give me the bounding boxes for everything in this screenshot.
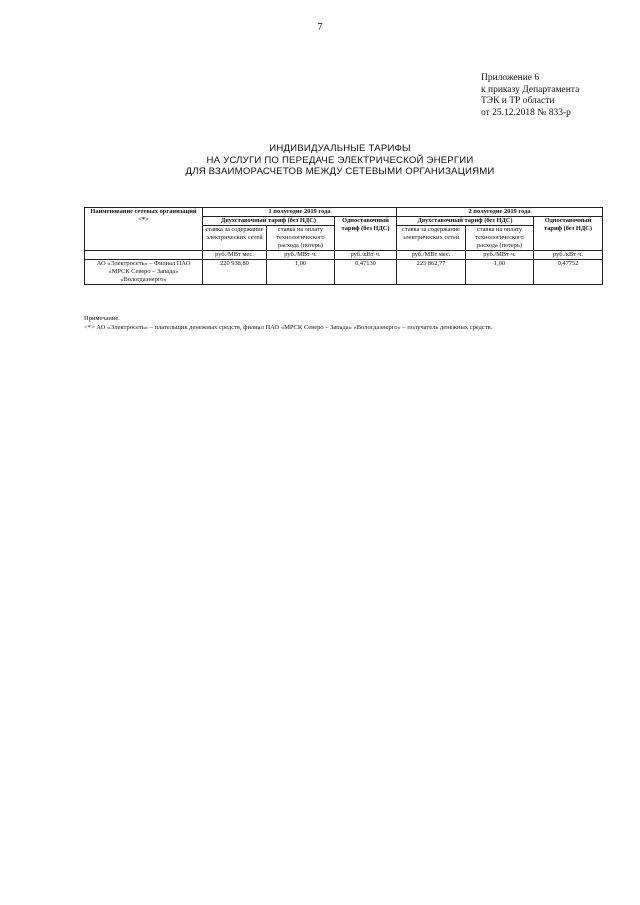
- maintenance-rate-header: ставка за содержание электрических сетей: [203, 226, 267, 251]
- note-label: Примечание.: [84, 315, 120, 322]
- unit-cell: руб./МВт·ч.: [466, 251, 534, 260]
- value-cell: 223 862,77: [397, 260, 466, 285]
- organization-name-cell: АО «Электросеть» – Филиал ПАО «МРСК Северо – Запада» «Вологдаэнерго»: [85, 260, 203, 285]
- value-cell: 0,47752: [534, 260, 603, 285]
- unit-cell: руб./кВт·ч.: [534, 251, 603, 260]
- two-part-tariff-header: Двухставочный тариф (без НДС): [203, 217, 335, 226]
- title-line: ИНДИВИДУАЛЬНЫЕ ТАРИФЫ: [269, 143, 411, 154]
- empty-cell: [85, 251, 203, 260]
- tariffs-table: [84, 207, 603, 285]
- unit-cell: руб./МВт·ч.: [267, 251, 335, 260]
- loss-rate-header: ставка на оплату технологического расхода (потерь): [466, 226, 534, 251]
- appendix-line: ТЭК и ТР области: [481, 96, 555, 106]
- unit-cell: руб./кВт·ч.: [335, 251, 397, 260]
- unit-cell: руб./МВт мес.: [203, 251, 267, 260]
- one-part-tariff-header: Одноставочный тариф (без НДС): [534, 217, 603, 251]
- value-cell: 0,47130: [335, 260, 397, 285]
- appendix-line: к приказу Департамента: [481, 84, 580, 95]
- org-header-cell: Наименование сетевых организаций <*>: [85, 208, 203, 251]
- period-2-header: 2 полугодие 2019 года: [397, 208, 603, 217]
- page-number: 7: [317, 22, 323, 33]
- loss-rate-header: ставка на оплату технологического расхода (потерь): [267, 226, 335, 251]
- title-line: НА УСЛУГИ ПО ПЕРЕДАЧЕ ЭЛЕКТРИЧЕСКОЙ ЭНЕРГИИ: [206, 154, 474, 166]
- one-part-tariff-header: Одноставочный тариф (без НДС): [335, 217, 397, 251]
- unit-cell: руб./МВт мес.: [397, 251, 466, 260]
- appendix-block: [481, 73, 579, 119]
- period-1-header: 1 полугодие 2019 года: [203, 208, 397, 217]
- title-line: ДЛЯ ВЗАИМОРАСЧЕТОВ МЕЖДУ СЕТЕВЫМИ ОРГАНИЗАЦИЯМИ: [185, 166, 495, 177]
- appendix-line: от 25.12.2018 № 833-р: [481, 107, 571, 118]
- appendix-line: Приложение 6: [481, 73, 540, 83]
- note-block: [84, 314, 492, 332]
- two-part-tariff-header: Двухставочный тариф (без НДС): [397, 217, 534, 226]
- maintenance-rate-header: ставка за содержание электрических сетей: [397, 226, 466, 251]
- note-text: <*> АО «Электросеть» – плательщик денежных средств, филиал ПАО «МРСК Северо – Запада» «Вологдаэнерго» – получатель денежных средств.: [84, 324, 493, 331]
- value-cell: 1,00: [267, 260, 335, 285]
- value-cell: 1,00: [466, 260, 534, 285]
- document-title: [0, 143, 640, 178]
- value-cell: 220 938,80: [203, 260, 267, 285]
